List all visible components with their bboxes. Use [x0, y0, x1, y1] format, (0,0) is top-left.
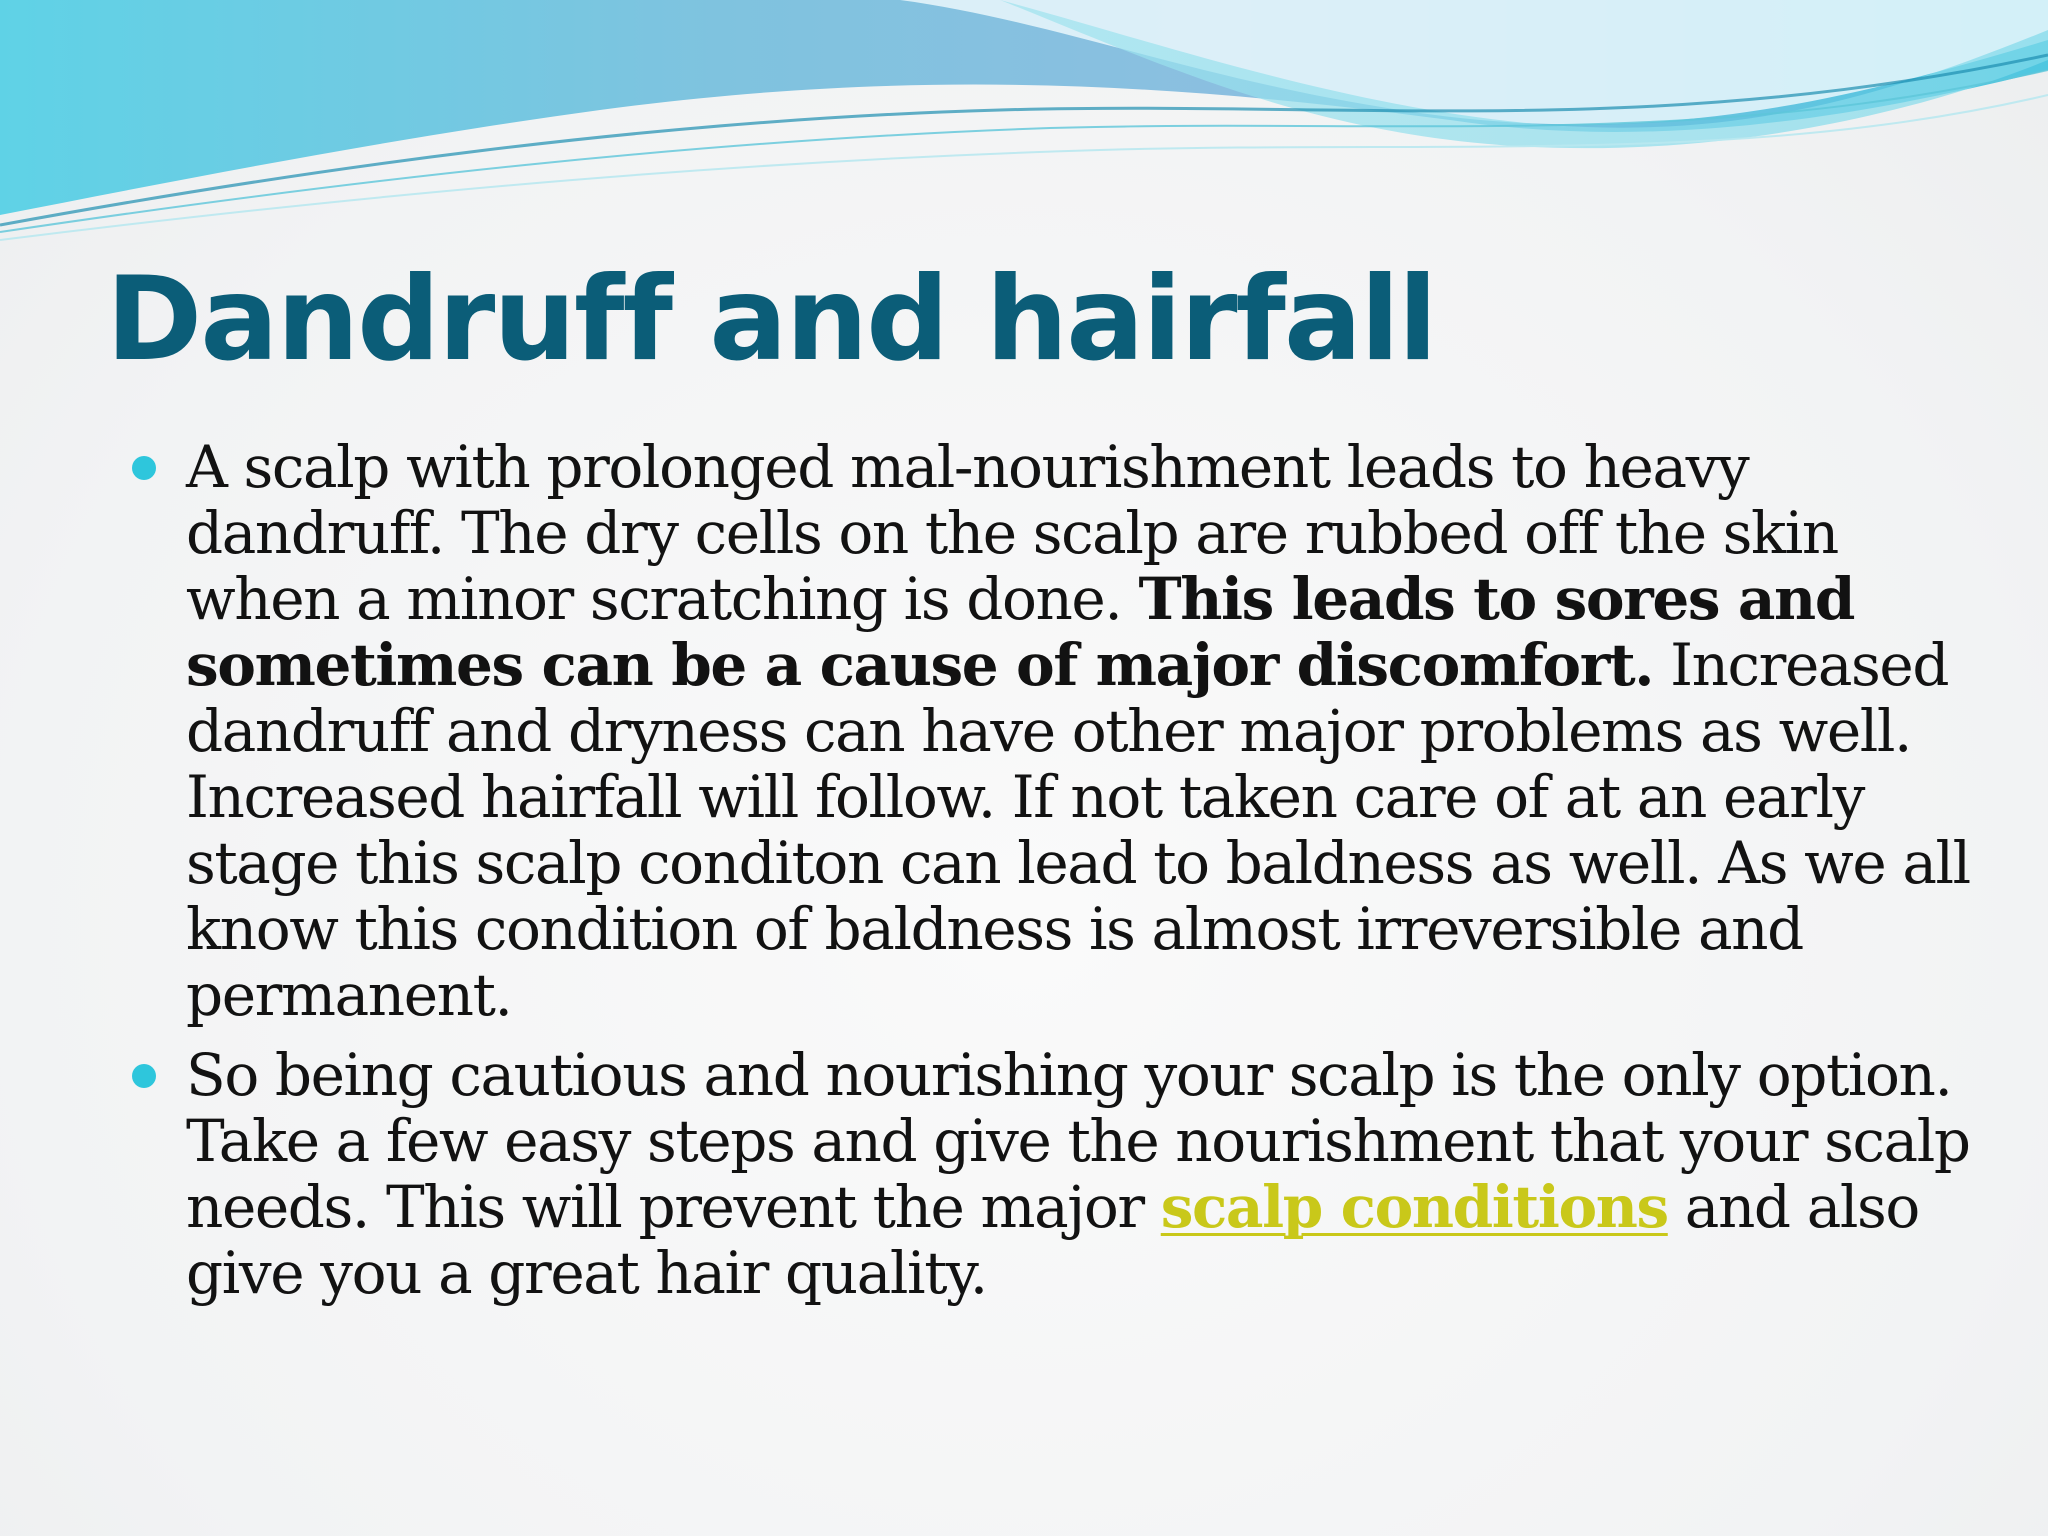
bullet-list — [128, 434, 1988, 1320]
bullet-1-text: A scalp with prolonged mal-nourishment leads to heavy dandruff. The dry cells on the scalp are rubbed off the skin when a minor scratching is done. — [186, 433, 1838, 633]
bullet-1-bold-text: This leads to sores and sometimes can be a cause of major discomfort. — [186, 565, 1854, 699]
scalp-conditions-link[interactable]: scalp conditions — [1160, 1173, 1668, 1241]
slide-title: Dandruff and hairfall — [106, 252, 1436, 387]
bullet-1-text-continued: Increased dandruff and dryness can have other major problems as well. Increased hairfall will follow. If not taken care of at an early stage this scalp conditon can lead to baldness as well. As we all know this condition of baldness is almost irreversible and permanent. — [186, 631, 1970, 1029]
bullet-item-1 — [128, 434, 1988, 1028]
decorative-wave-header — [0, 0, 2048, 260]
bullet-2-text: So being cautious and nourishing your scalp is the only option. Take a few easy steps and give the nourishment that your scalp needs. This will prevent the major — [186, 1041, 1970, 1241]
bullet-dot-icon — [132, 1064, 156, 1088]
bullet-item-2 — [128, 1042, 1988, 1306]
bullet-dot-icon — [132, 456, 156, 480]
bullet-2-text-continued: and also give you a great hair quality. — [186, 1173, 1919, 1307]
